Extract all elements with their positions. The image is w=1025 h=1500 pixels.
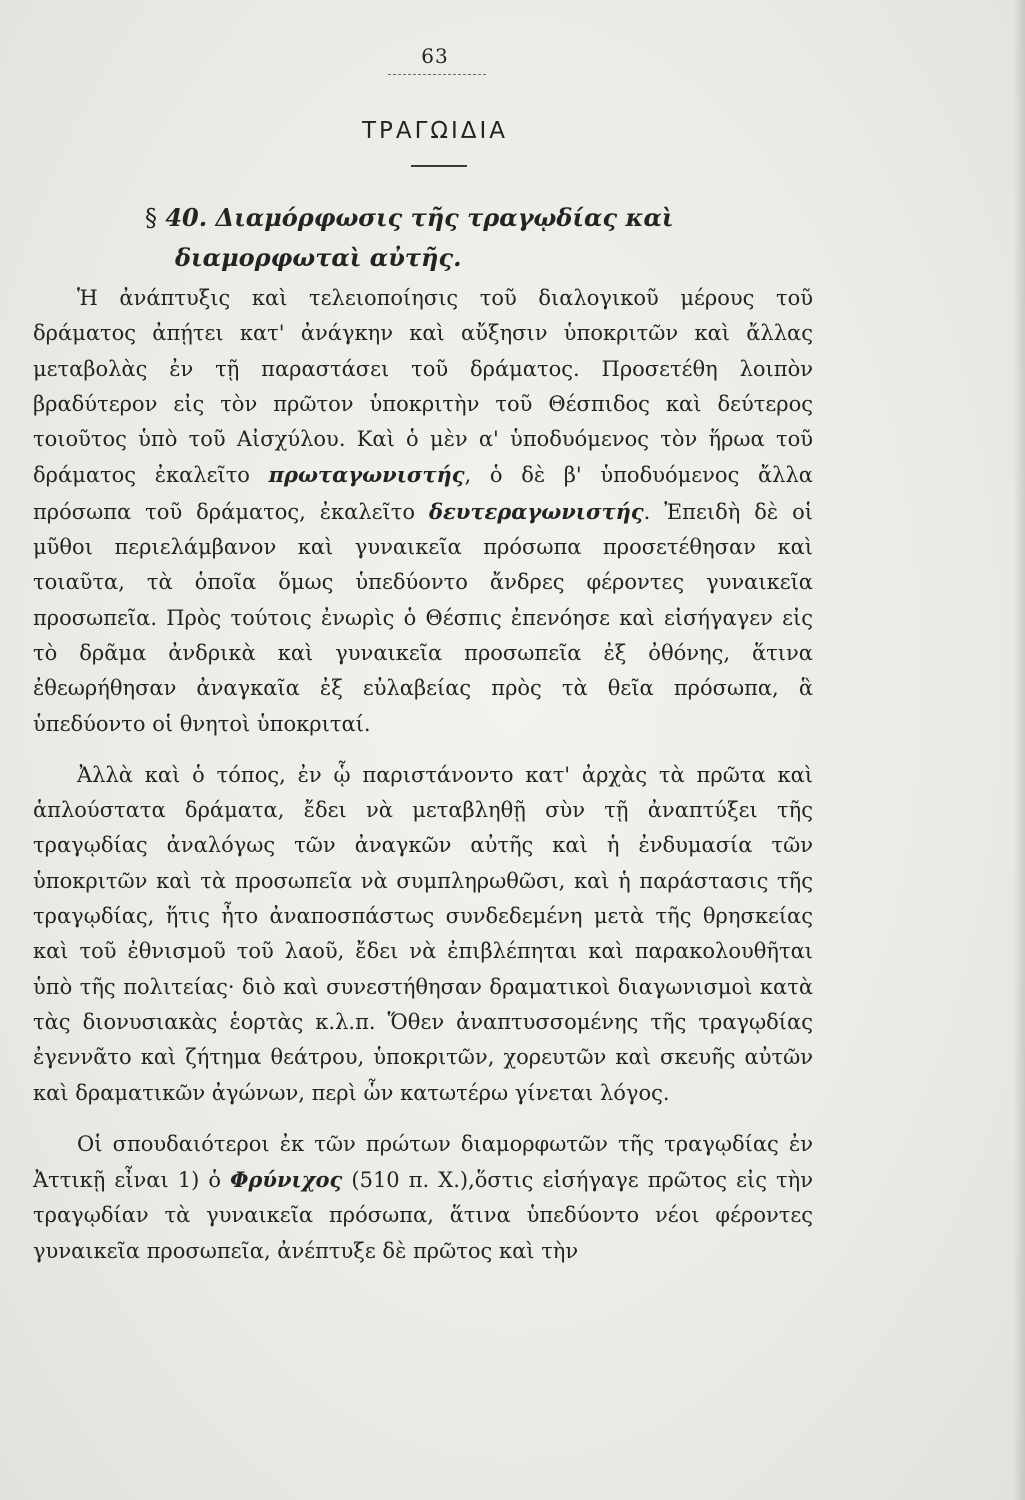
page-number-rule	[388, 74, 486, 75]
term-protagonist: πρωταγωνιστής	[268, 462, 465, 488]
section-number: 40.	[165, 203, 208, 232]
page-number: 63	[421, 44, 449, 68]
section-symbol: §	[145, 204, 157, 232]
paragraph-1-part-b: , ὁ δὲ β' ὑποδυόμενος ἄλλα πρόσωπα τοῦ δράματος, ἐκαλεῖτο	[33, 463, 813, 524]
section-title-line2: διαμορφωταὶ αὐτῆς.	[175, 243, 462, 272]
chapter-title: ΤΡΑΓΩΙΔΙΑ	[361, 118, 509, 144]
paragraph-3	[33, 1127, 813, 1269]
section-heading	[145, 198, 845, 278]
paragraph-2: Ἀλλὰ καὶ ὁ τόπος, ἐν ᾧ παριστάνοντο κατ' ἀρχὰς τὰ πρῶτα καὶ ἁπλούστατα δράματα, ἔδει νὰ μεταβληθῇ σὺν τῇ ἀναπτύξει τῆς τραγῳδίας ἀναλόγως τῶν ἀναγκῶν αὐτῆς καὶ ἡ ἐνδυμασία τῶν ὑποκριτῶν καὶ τὰ προσωπεῖα νὰ συμπληρωθῶσι, καὶ ἡ παράστασις τῆς τραγῳδίας, ἥτις ἦτο ἀναποσπάστως συνδεδεμένη μετὰ τῆς θρησκείας καὶ τοῦ ἐθνισμοῦ τοῦ λαοῦ, ἔδει νὰ ἐπιβλέπηται καὶ παρακολουθῆται ὑπὸ τῆς πολιτείας· διὸ καὶ συνεστήθησαν δραματικοὶ διαγωνισμοὶ κατὰ τὰς διονυσιακὰς ἑορτὰς κ.λ.π. Ὅθεν ἀναπτυσσομένης τῆς τραγῳδίας ἐγεννᾶτο καὶ ζήτημα θεάτρου, ὑποκριτῶν, χορευτῶν καὶ σκευῆς αὐτῶν καὶ δραματικῶν ἀγώνων, περὶ ὧν κατωτέρω γίνεται λόγος.	[33, 762, 813, 1105]
term-deuteragonist: δευτεραγωνιστής	[429, 498, 644, 524]
paragraph-1	[33, 281, 813, 742]
paragraph-3-part-b: (510 π. Χ.),ὅστις εἰσήγαγε πρῶτος εἰς τὴν τραγῳδίαν τὰ γυναικεῖα πρόσωπα, ἅτινα ὑπεδύοντο νέοι φέροντες γυναικεῖα προσωπεῖα, ἀνέπτυξε δὲ πρῶτος καὶ τὴν	[33, 1168, 813, 1263]
chapter-title-rule	[411, 165, 467, 167]
body-text	[33, 281, 813, 1269]
section-title-line1: Διαμόρφωσις τῆς τραγῳδίας καὶ	[215, 203, 674, 232]
paragraph-1-part-c: . Ἐπειδὴ δὲ οἱ μῦθοι περιελάμβανον καὶ γυναικεῖα πρόσωπα προσετέθησαν καὶ τοιαῦτα, τὰ ὁποῖα ὅμως ὑπεδύοντο ἄνδρες φέροντες γυναικεῖα προσωπεῖα. Πρὸς τούτοις ἐνωρὶς ὁ Θέσπις ἐπενόησε καὶ εἰσήγαγεν εἰς τὸ δρᾶμα ἀνδρικὰ καὶ γυναικεῖα προσωπεῖα ἐξ ὀθόνης, ἅτινα ἐθεωρήθησαν ἀναγκαῖα ἐξ εὐλαβείας πρὸς τὰ θεῖα πρόσωπα, ἃ ὑπεδύοντο οἱ θνητοὶ ὑποκριταί.	[33, 499, 813, 736]
paragraph-3-part-a: Οἱ σπουδαιότεροι ἐκ τῶν πρώτων διαμορφωτῶν τῆς τραγῳδίας ἐν Ἀττικῇ εἶναι 1) ὁ	[33, 1131, 813, 1193]
name-phrynichus: Φρύνιχος	[230, 1167, 343, 1193]
paragraph-1-part-a: Ἡ ἀνάπτυξις καὶ τελειοποίησις τοῦ διαλογικοῦ μέρους τοῦ δράματος ἀπῄτει κατ' ἀνάγκην καὶ αὔξησιν ὑποκριτῶν καὶ ἄλλας μεταβολὰς ἐν τῇ παραστάσει τοῦ δράματος. Προσετέθη λοιπὸν βραδύτερον εἰς τὸν πρῶτον ὑποκριτὴν τοῦ Θέσπιδος καὶ δεύτερος τοιοῦτος ὑπὸ τοῦ Αἰσχύλου. Καὶ ὁ μὲν α' ὑποδυόμενος τὸν ἥρωα τοῦ δράματος ἐκαλεῖτο	[33, 286, 813, 488]
page-edge-shadow	[1013, 0, 1025, 1500]
